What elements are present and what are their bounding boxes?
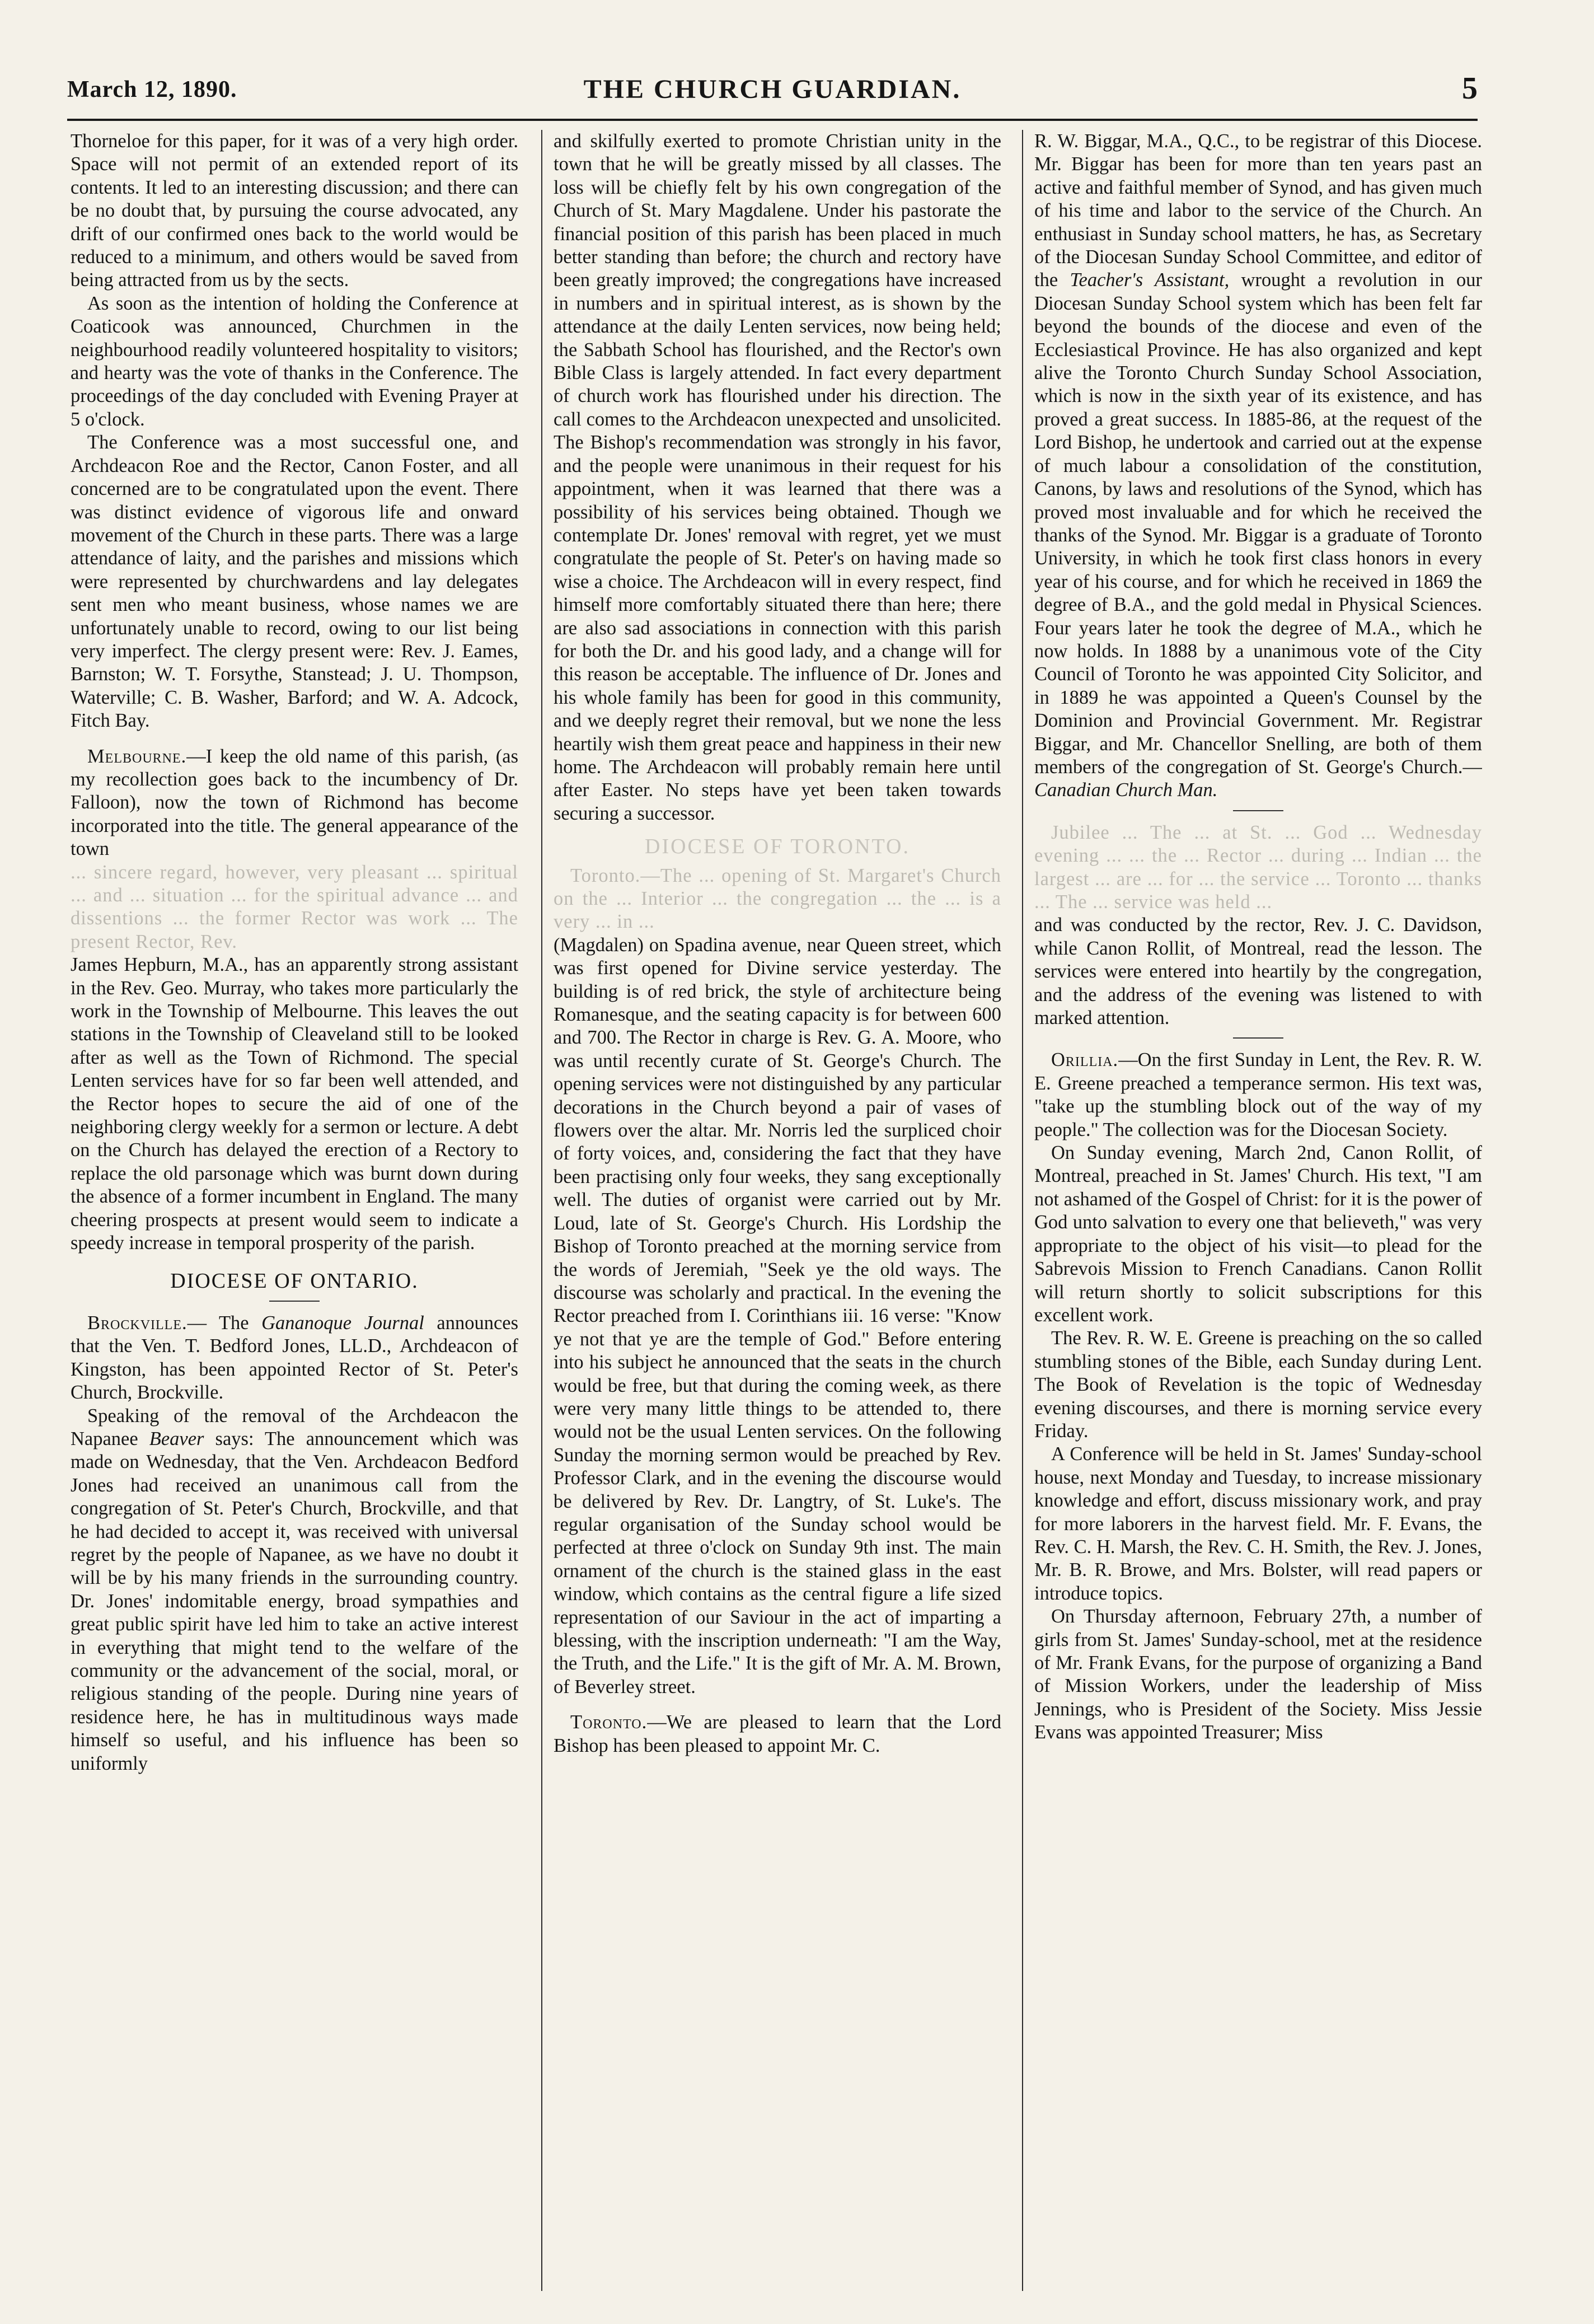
paragraph: On Thursday afternoon, February 27th, a number of girls from St. James' Sunday-school, met at the residence of Mr. Frank Evans, for the purpose of organizing a Band of Mission Workers, under the leadership of Miss Jennings, who is President of the Society. Miss Jessie Evans was appointed Treasurer; Miss: [1034, 1606, 1482, 1743]
column-divider: [1022, 130, 1023, 2291]
paragraph-text: announces that the Ven. T. Bedford Jones, LL.D., Archdeacon of Kingston, has been appointed Rector of St. Peter's Church, Brockville.: [71, 1312, 518, 1404]
paragraph: A Conference will be held in St. James' Sunday-school house, next Monday and Tuesday, to increase missionary knowledge and effort, discuss missionary work, and pray for more laborers in the harvest field. Mr. F. Evans, the Rev. C. H. Marsh, the Rev. C. H. Smith, the Rev. J. Jones, Mr. B. R. Browe, and Mrs. Bolster, will read papers or introduce topics.: [1034, 1443, 1482, 1604]
place-lede: Orillia.: [1051, 1049, 1119, 1071]
source-credit: Canadian Church Man.: [1034, 779, 1218, 801]
paragraph: [71, 1405, 518, 1776]
faded-text: ... sincere regard, however, very pleasant ... spiritual ... and ... situation ... for the spiritual advance ... and dissentions ... the former Rector was work ... The present Rector, Rev.: [71, 861, 518, 952]
place-lede: Melbourne.: [87, 745, 187, 767]
place-lede: Brockville.: [87, 1312, 187, 1334]
paragraph: Thorneloe for this paper, for it was of a very high order. Space will not permit of an extended report of its contents. It led to an interesting discussion; and there can be no doubt that, by pursuing the course advocated, any drift of our confirmed ones back to the world would be reduced to a minimum, and others would be saved from being attracted from us by the sects.: [71, 130, 518, 291]
heading-rule: [269, 1301, 320, 1302]
publication-name: Gananoque Journal: [261, 1312, 424, 1334]
masthead-rule: [67, 119, 1478, 121]
publication-name: Teacher's Assistant,: [1070, 269, 1230, 291]
section-rule: [1233, 1037, 1283, 1039]
paragraph: On Sunday evening, March 2nd, Canon Rollit, of Montreal, preached in St. James' Church. His text, "I am not ashamed of the Gospel of Christ: for it is the power of God unto salvation to every one that believeth," was very appropriate to the object of his visit—to plead for the Sabrevois Mission to French Canadians. Canon Rollit will return shortly to solicit subscriptions for this excellent work.: [1034, 1142, 1482, 1326]
paragraph-text: Speaking of the removal of the Archdeacon the Napanee: [71, 1405, 518, 1449]
paragraph-text: wrought a revolution in our Diocesan Sunday School system which has been felt far beyond the bounds of the diocese and even of the Ecclesiastical Province. He has also organized and kept alive the Toronto Church Sunday School Association, which is now in the sixth year of its existence, and has proved a great success. In 1885-86, at the request of the Lord Bishop, he undertook and carried out at the expense of much labour a consolidation of the constitution, Canons, by laws and resolutions of the Synod, which has proved most invaluable and for which he received the thanks of the Synod. Mr. Biggar is a graduate of Toronto University, in which he took first class honors in every year of his course, and for which he received in 1869 the degree of B.A., and the gold medal in Physical Sciences. Four years later he took the degree of M.A., which he now holds. In 1888 by a unanimous vote of the City Council of Toronto he was appointed City Solicitor, and in 1889 he was appointed a Queen's Counsel by the Dominion and Provincial Government. Mr. Registrar Biggar, and Mr. Chancellor Snelling, are both of them members of the congregation of St. George's Church.—: [1034, 269, 1482, 778]
faded-section-heading: DIOCESE OF TORONTO.: [645, 835, 910, 859]
paragraph-melbourne: [71, 745, 518, 861]
issue-date: March 12, 1890.: [67, 77, 237, 102]
paragraph-text: —On the first Sunday in Lent, the Rev. R. W. E. Greene preached a temperance sermon. His text was, "take up the stumbling block out of the way of my people." The collection was for the Diocesan Society.: [1034, 1049, 1482, 1140]
faded-text: Toronto.—The ... opening of St. Margaret's Church on the ... Interior ... the congregation ... the ... is a very ... in ...: [554, 864, 1001, 933]
column-2: [554, 130, 1001, 2291]
paragraph: (Magdalen) on Spadina avenue, near Queen street, which was first opened for Divine service yesterday. The building is of red brick, the style of architecture being Romanesque, and the seating capacity is for between 600 and 700. The Rector in charge is Rev. G. A. Moore, who was until recently curate of St. George's Church. The opening services were not distinguished by any particular decorations in the Church beyond a pair of vases of flowers over the altar. Mr. Norris led the surpliced choir of forty voices, and, considering the fact that they have been practising only four weeks, they sang exceptionally well. The duties of organist were carried out by Mr. Loud, late of St. George's Church. His Lordship the Bishop of Toronto preached at the morning service from the words of Jeremiah, "Seek ye the old ways. The discourse was scholarly and practical. In the evening the Rector preached from I. Corinthians iii. 16 verse: "Know ye not that ye are the temple of God." Before entering into his subject he announced that the seats in the church would be free, but that during the coming week, as there were very many little things to be attended to, there would not be the usual Lenten services. On the following Sunday the morning sermon would be preached by Rev. Professor Clark, and in the evening the discourse would be delivered by Rev. Dr. Langtry, of St. Luke's. The regular organisation of the Sunday school would be perfected at three o'clock on Sunday 9th inst. The main ornament of the church is the stained glass in the east window, which contains as the central figure a life sized representation of our Saviour in the act of imparting a blessing, with the inscription underneath: "I am the Way, the Truth, and the Life." It is the gift of Mr. A. M. Brown, of Beverley street.: [554, 934, 1001, 1698]
paragraph-orillia: [1034, 1049, 1482, 1142]
paragraph-text: —I keep the old name of this parish, (as my recollection goes back to the incumbency of Dr. Falloon), now the town of Richmond has become incorporated into the title. The general appearance of the town: [71, 745, 518, 860]
paragraph-text: —We are pleased to learn that the Lord Bishop has been pleased to appoint Mr. C.: [554, 1712, 1001, 1756]
paragraph-text: R. W. Biggar, M.A., Q.C., to be registrar of this Diocese. Mr. Biggar has been for more than ten years past an active and faithful member of Synod, and has given much of his time and labor to the service of the Church. An enthusiast in Sunday school matters, he has, as Secretary of the Diocesan Sunday School Committee, and editor of the: [1034, 130, 1482, 291]
page-number: 5: [1462, 71, 1478, 106]
section-rule: [1233, 810, 1283, 811]
publication-name: Beaver: [149, 1428, 204, 1449]
paragraph-text: says: The announcement which was made on Wednesday, that the Ven. Archdeacon Bedford Jones had received an unanimous call from the congregation of St. Peter's Church, Brockville, and that he had decided to accept it, was received with universal regret by the people of Napanee, as we have no doubt it will be by his many friends in the surrounding country. Dr. Jones' indomitable energy, broad sympathies and great public spirit have led him to take an active interest in everything that might tend to the welfare of the community or the advancement of the social, moral, or religious standing of the people. During nine years of residence here, he has in multitudinous ways made himself so useful, and his influence has been so uniformly: [71, 1428, 518, 1774]
masthead: [67, 67, 1478, 115]
column-1: [71, 130, 518, 2291]
section-heading-ontario: DIOCESE OF ONTARIO.: [170, 1269, 419, 1293]
place-lede: Toronto.: [570, 1712, 648, 1733]
column-divider: [541, 130, 542, 2291]
column-3: [1034, 130, 1482, 2291]
paragraph-text: — The: [187, 1312, 262, 1334]
paragraph-toronto: [554, 1711, 1001, 1757]
paragraph: The Conference was a most successful one, and Archdeacon Roe and the Rector, Canon Foster, and all concerned are to be congratulated upon the event. There was distinct evidence of vigorous life and onward movement of the Church in these parts. There was a large attendance of laity, and the parishes and missions which were represented by churchwardens and lay delegates sent men who meant business, whose names we are unfortunately unable to record, owing to our list being very imperfect. The clergy present were: Rev. J. Eames, Barnston; W. T. Forsythe, Stanstead; J. U. Thompson, Waterville; C. B. Washer, Barford; and W. A. Adcock, Fitch Bay.: [71, 432, 518, 732]
paragraph-brockville: [71, 1312, 518, 1405]
paragraph: The Rev. R. W. E. Greene is preaching on the so called stumbling stones of the Bible, each Sunday during Lent. The Book of Revelation is the topic of Wednesday evening discourses, and there is morning service every Friday.: [1034, 1327, 1482, 1442]
paragraph: and was conducted by the rector, Rev. J. C. Davidson, while Canon Rollit, of Montreal, read the lesson. The services were entered into heartily by the congregation, and the address of the evening was listened to with marked attention.: [1034, 914, 1482, 1029]
paragraph: James Hepburn, M.A., has an apparently strong assistant in the Rev. Geo. Murray, who takes more particularly the work in the Township of Melbourne. This leaves the out stations in the Township of Cleaveland still to be looked after as well as the Town of Richmond. The special Lenten services have for so far been well attended, and the Rector hopes to secure the aid of one of the neighboring clergy weekly for a sermon or lecture. A debt on the Church has delayed the erection of a Rectory to replace the old parsonage which was burnt down during the absence of a former incumbent in England. The many cheering prospects at present would seem to indicate a speedy increase in temporal prosperity of the parish.: [71, 954, 518, 1254]
paragraph: As soon as the intention of holding the Conference at Coaticook was announced, Churchmen in the neighbourhood readily volunteered hospitality to visitors; and hearty was the vote of thanks in the Conference. The proceedings of the day concluded with Evening Prayer at 5 o'clock.: [71, 292, 518, 430]
newspaper-title: THE CHURCH GUARDIAN.: [583, 74, 962, 104]
paragraph-biggar: [1034, 130, 1482, 802]
paragraph: and skilfully exerted to promote Christian unity in the town that he will be greatly missed by all classes. The loss will be chiefly felt by his own congregation of the Church of St. Mary Magdalene. Under his pastorate the financial position of this parish has been placed in much better standing than before; the church and rectory have been greatly improved; the congregations have increased in numbers and in spiritual interest, as is shown by the attendance at the daily Lenten services, now being held; the Sabbath School has flourished, and the Rector's own Bible Class is largely attended. In fact every department of church work has flourished under his direction. The call comes to the Archdeacon unexpected and unsolicited. The Bishop's recommendation was strongly in his favor, and the people were unanimous in their request for his appointment, when it was learned that there was a possibility of his services being obtained. Though we contemplate Dr. Jones' removal with regret, yet we must congratulate the people of St. Peter's on having made so wise a choice. The Archdeacon will in every respect, find himself more comfortably situated there than here; there are also sad associations in connection with this parish for both the Dr. and his good lady, and a change will for this reason be acceptable. The influence of Dr. Jones and his whole family has been for good in this community, and we deeply regret their removal, but we none the less heartily wish them great peace and happiness in their new home. The Archdeacon will probably remain here until after Easter. No steps have yet been taken towards securing a successor.: [554, 130, 1001, 824]
faded-text: Jubilee ... The ... at St. ... God ... Wednesday evening ... ... the ... Rector ... during ... Indian ... the largest ... are ... for ... the service ... Toronto ... thanks ... The ... service was held ...: [1034, 821, 1482, 913]
